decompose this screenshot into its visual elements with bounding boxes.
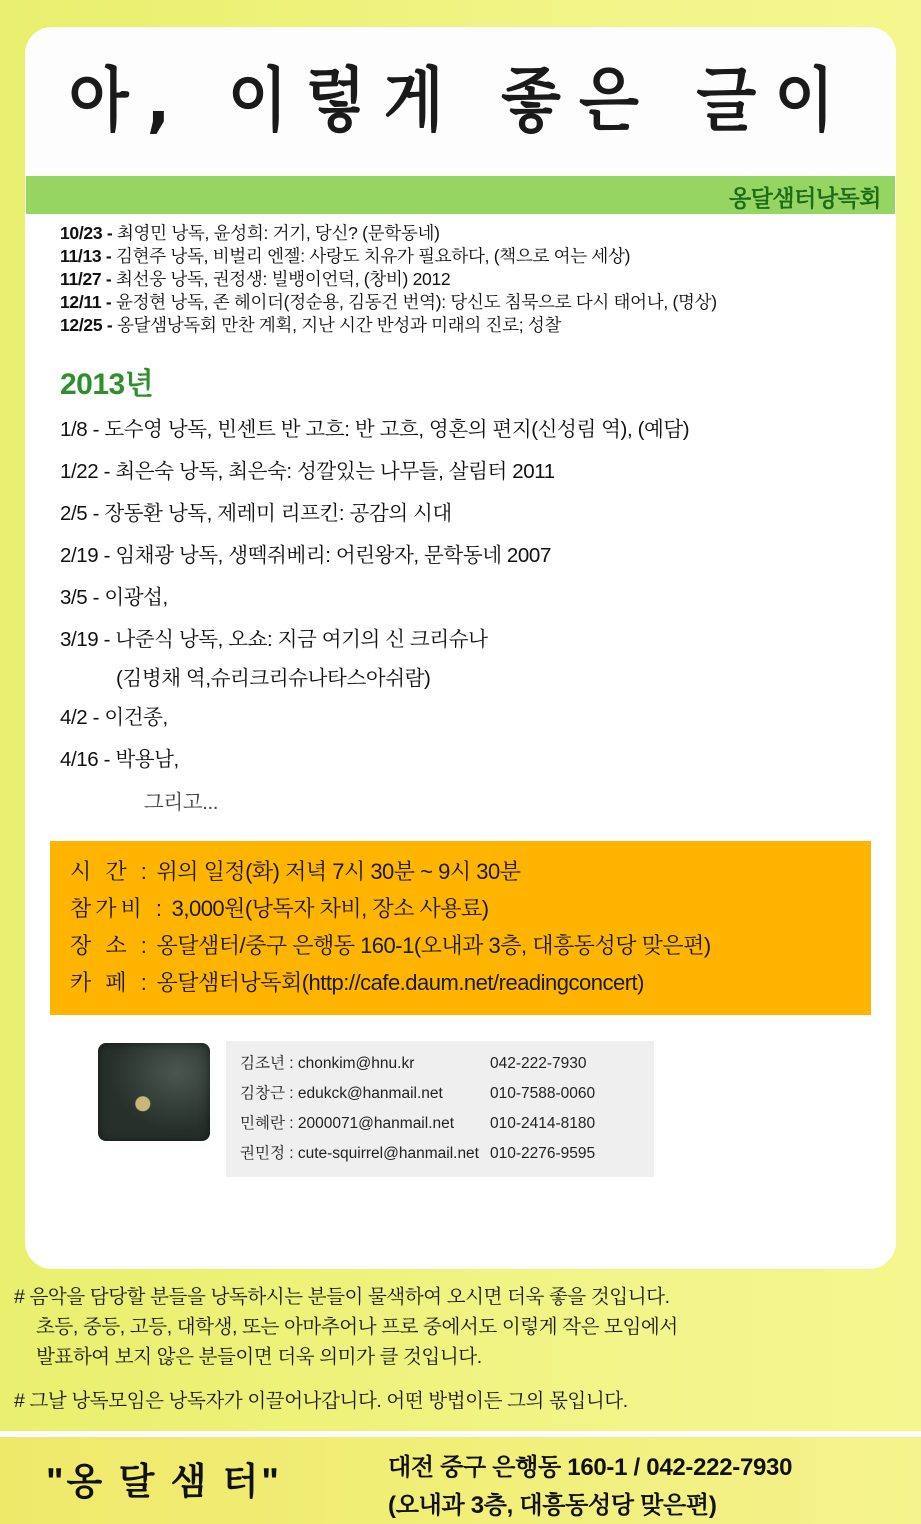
contact-name-email: 민혜란 : 2000071@hanmail.net <box>240 1115 455 1132</box>
year-heading: 2013년 <box>60 368 154 401</box>
contact-phone: 010-7588-0060 <box>490 1085 596 1102</box>
list-item <box>60 245 895 268</box>
list-item <box>60 314 895 337</box>
club-band <box>26 176 895 214</box>
contacts-section <box>50 1031 871 1181</box>
info-row <box>50 927 871 964</box>
schedule-2013-list <box>26 409 895 825</box>
list-item <box>60 268 895 291</box>
note-line: 초등, 중등, 고등, 대학생, 또는 아마추어나 프로 중에서도 이렇게 작은 모임에서 <box>36 1316 678 1338</box>
note-line: # 음악을 담당할 분들을 낭독하시는 분들이 물색하여 오시면 더욱 좋을 것입니다. <box>14 1286 670 1308</box>
contact-phone: 010-2414-8180 <box>490 1115 596 1132</box>
list-item: 3/5 - 이광섭, <box>60 586 168 609</box>
info-label: 카 페 : <box>70 970 151 995</box>
info-row <box>50 964 871 1001</box>
info-row <box>50 853 871 890</box>
list-item: 2/5 - 장동환 낭독, 제레미 리프킨: 공감의 시대 <box>60 502 452 525</box>
page-title: 아, 이렇게 좋은 글이 <box>68 59 853 141</box>
schedule-date: 11/13 - <box>60 246 112 266</box>
info-label: 장 소 : <box>70 933 151 958</box>
schedule-text: 김현주 낭독, 비벌리 엔젤: 사랑도 치유가 필요하다, (책으로 여는 세상) <box>115 246 631 266</box>
info-row <box>50 890 871 927</box>
contact-name-email: 김창근 : edukck@hanmail.net <box>240 1085 443 1102</box>
info-value: 위의 일정(화) 저녁 7시 30분 ~ 9시 30분 <box>156 859 521 884</box>
contact-phone: 010-2276-9595 <box>490 1145 596 1162</box>
photo-thumbnail <box>98 1043 210 1141</box>
schedule-date: 12/25 - <box>60 315 113 335</box>
list-item-continuation: (김병채 역,슈리크리슈나타스아쉬람) <box>116 667 431 690</box>
note-line: 발표하여 보지 않은 분들이면 더욱 의미가 클 것입니다. <box>36 1346 482 1368</box>
club-name: 옹달샘터낭독회 <box>728 185 881 211</box>
list-item: 4/2 - 이건종, <box>60 706 168 729</box>
table-row <box>240 1139 640 1169</box>
schedule-text: 옹달샘낭독회 만찬 계획, 지난 시간 반성과 미래의 진로; 성찰 <box>116 315 562 335</box>
poster-card <box>26 28 895 1268</box>
list-item <box>60 222 895 245</box>
info-label: 시 간 : <box>70 859 151 884</box>
footer-brand: "옹 달 샘 터" <box>46 1461 282 1502</box>
schedule-date: 12/11 - <box>60 292 112 312</box>
list-item: 4/16 - 박용남, <box>60 748 179 771</box>
contact-name-email: 김조년 : chonkim@hnu.kr <box>240 1055 415 1072</box>
list-item <box>60 291 895 314</box>
schedule-text: 윤정현 낭독, 존 헤이더(정순용, 김동건 번역): 당신도 침묵으로 다시 태어나, (명상) <box>115 292 717 312</box>
info-value: 옹달샘터/중구 은행동 160-1(오내과 3층, 대흥동성당 맞은편) <box>156 933 711 958</box>
schedule-text: 최영민 낭독, 윤성희: 거기, 당신? (문학동네) <box>116 223 440 243</box>
table-row <box>240 1109 640 1139</box>
info-label: 참가비 : <box>70 896 166 921</box>
table-row <box>240 1049 640 1079</box>
title-area <box>26 28 895 176</box>
table-row <box>240 1079 640 1109</box>
list-item: 1/8 - 도수영 낭독, 빈센트 반 고흐: 반 고흐, 영혼의 편지(신성림 역), (예담) <box>60 418 690 441</box>
schedule-2012-list <box>26 214 895 341</box>
note-line: # 그날 낭독모임은 낭독자가 이끌어나갑니다. 어떤 방법이든 그의 몫입니다. <box>14 1390 628 1412</box>
schedule-text: 최선웅 낭독, 권정생: 빌뱅이언덕, (창비) 2012 <box>115 269 451 289</box>
list-item: 1/22 - 최은숙 낭독, 최은숙: 성깔있는 나무들, 살림터 2011 <box>60 460 555 483</box>
schedule-date: 11/27 - <box>60 269 112 289</box>
list-item: 3/19 - 나준식 낭독, 오쇼: 지금 여기의 신 크리슈나 <box>60 628 488 651</box>
contact-name-email: 권민정 : cute-squirrel@hanmail.net <box>240 1145 479 1162</box>
footer-address-line2: (오내과 3층, 대흥동성당 맞은편) <box>388 1492 717 1519</box>
list-item-and-more: 그리고... <box>144 791 219 814</box>
list-item: 2/19 - 임채광 낭독, 생떽쥐베리: 어린왕자, 문학동네 2007 <box>60 544 551 567</box>
schedule-date: 10/23 - <box>60 223 113 243</box>
contact-table <box>226 1041 654 1177</box>
contact-phone: 042-222-7930 <box>490 1055 587 1072</box>
info-value: 3,000원(낭독자 차비, 장소 사용료) <box>171 896 489 921</box>
footer <box>0 1437 921 1524</box>
notes-section <box>0 1282 921 1416</box>
footer-address-line1: 대전 중구 은행동 160-1 / 042-222-7930 <box>388 1454 793 1481</box>
event-info-box <box>50 841 871 1015</box>
cafe-link[interactable]: 옹달샘터낭독회(http://cafe.daum.net/readingconcert) <box>156 970 644 995</box>
